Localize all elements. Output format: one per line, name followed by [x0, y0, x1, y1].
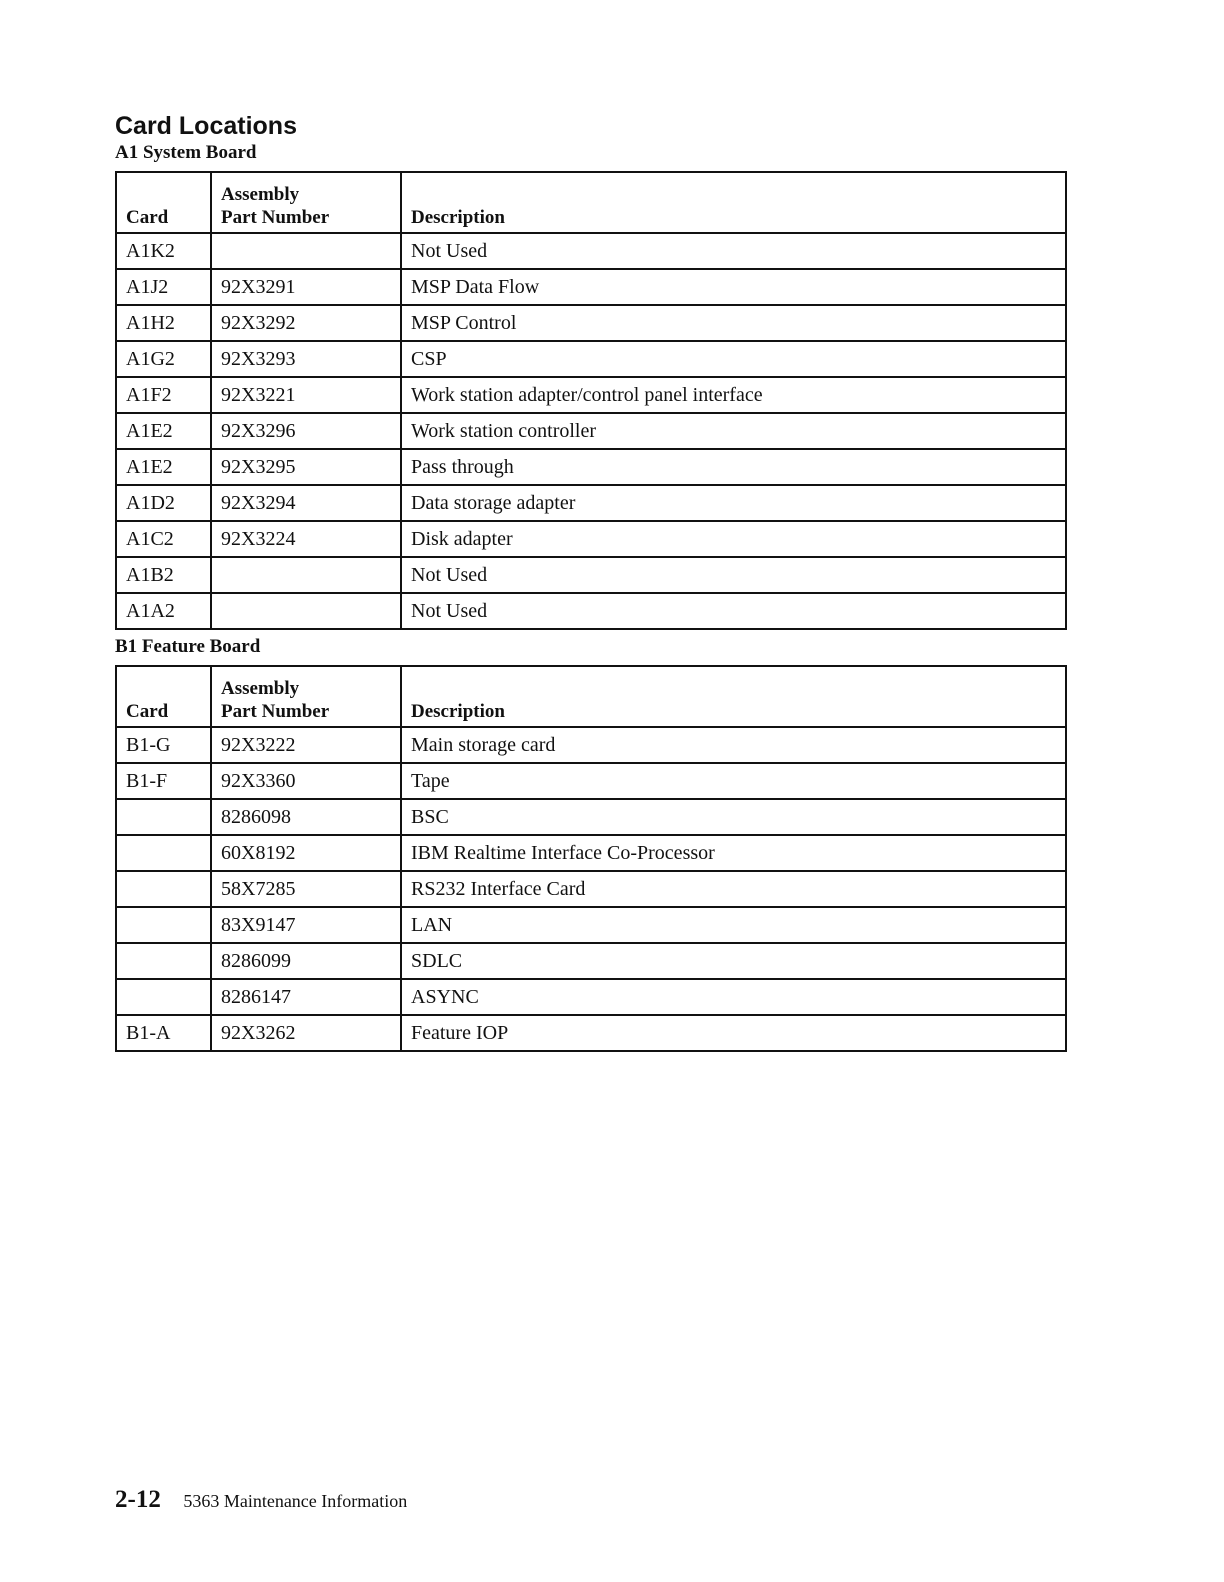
cell-card: A1F2: [116, 377, 211, 413]
cell-card: A1J2: [116, 269, 211, 305]
cell-card: A1C2: [116, 521, 211, 557]
cell-card: [116, 943, 211, 979]
cell-card: A1H2: [116, 305, 211, 341]
column-header-assembly-line1: Assembly: [221, 184, 300, 205]
cell-description: MSP Data Flow: [401, 269, 1066, 305]
cell-part-number: 92X3262: [211, 1015, 401, 1051]
cell-card: A1B2: [116, 557, 211, 593]
column-header-card: Card: [116, 172, 211, 233]
cell-card: B1-F: [116, 763, 211, 799]
cell-description: Feature IOP: [401, 1015, 1066, 1051]
cell-card: A1D2: [116, 485, 211, 521]
table-row: [116, 413, 1066, 449]
feature-board-table: [115, 665, 1067, 1052]
cell-part-number: 92X3360: [211, 763, 401, 799]
cell-description: ASYNC: [401, 979, 1066, 1015]
cell-part-number: 92X3295: [211, 449, 401, 485]
cell-card: [116, 799, 211, 835]
cell-card: B1-A: [116, 1015, 211, 1051]
cell-card: A1E2: [116, 449, 211, 485]
cell-description: Main storage card: [401, 727, 1066, 763]
footer-text: 5363 Maintenance Information: [183, 1491, 408, 1511]
table-row: [116, 377, 1066, 413]
cell-part-number: [211, 233, 401, 269]
cell-part-number: 8286099: [211, 943, 401, 979]
table-row: [116, 979, 1066, 1015]
cell-part-number: 83X9147: [211, 907, 401, 943]
cell-part-number: 92X3292: [211, 305, 401, 341]
cell-description: Not Used: [401, 557, 1066, 593]
cell-part-number: 92X3221: [211, 377, 401, 413]
cell-part-number: 92X3294: [211, 485, 401, 521]
table-row: [116, 763, 1066, 799]
table-row: [116, 233, 1066, 269]
cell-card: A1G2: [116, 341, 211, 377]
cell-card: [116, 835, 211, 871]
cell-card: A1A2: [116, 593, 211, 629]
column-header-description: Description: [401, 666, 1066, 727]
cell-description: RS232 Interface Card: [401, 871, 1066, 907]
column-header-assembly-line2: Part Number: [221, 207, 330, 228]
table-row: [116, 907, 1066, 943]
feature-board-heading: B1 Feature Board: [115, 636, 261, 657]
cell-part-number: 8286098: [211, 799, 401, 835]
system-board-table: [115, 171, 1067, 630]
column-header-assembly-part-number: [211, 172, 401, 233]
cell-description: Not Used: [401, 233, 1066, 269]
table-row: [116, 593, 1066, 629]
cell-description: Work station adapter/control panel interface: [401, 377, 1066, 413]
cell-card: [116, 979, 211, 1015]
cell-description: Work station controller: [401, 413, 1066, 449]
cell-part-number: 92X3224: [211, 521, 401, 557]
cell-description: BSC: [401, 799, 1066, 835]
cell-description: IBM Realtime Interface Co-Processor: [401, 835, 1066, 871]
cell-description: SDLC: [401, 943, 1066, 979]
table-header-row: [116, 666, 1066, 727]
table-row: [116, 485, 1066, 521]
table-row: [116, 943, 1066, 979]
cell-description: MSP Control: [401, 305, 1066, 341]
table-row: [116, 1015, 1066, 1051]
cell-description: Disk adapter: [401, 521, 1066, 557]
cell-card: [116, 871, 211, 907]
table-header-row: [116, 172, 1066, 233]
cell-part-number: 92X3291: [211, 269, 401, 305]
cell-part-number: 60X8192: [211, 835, 401, 871]
feature-board-rows: [116, 727, 1066, 1051]
table-row: [116, 557, 1066, 593]
cell-description: LAN: [401, 907, 1066, 943]
column-header-card: Card: [116, 666, 211, 727]
cell-part-number: 92X3293: [211, 341, 401, 377]
cell-part-number: 92X3296: [211, 413, 401, 449]
cell-part-number: [211, 593, 401, 629]
table-row: [116, 521, 1066, 557]
page-footer: [115, 1486, 407, 1515]
cell-description: Not Used: [401, 593, 1066, 629]
cell-card: [116, 907, 211, 943]
cell-part-number: [211, 557, 401, 593]
table-row: [116, 341, 1066, 377]
table-row: [116, 269, 1066, 305]
cell-part-number: 92X3222: [211, 727, 401, 763]
cell-part-number: 8286147: [211, 979, 401, 1015]
table-row: [116, 835, 1066, 871]
cell-description: Data storage adapter: [401, 485, 1066, 521]
cell-card: B1-G: [116, 727, 211, 763]
table-row: [116, 449, 1066, 485]
cell-part-number: 58X7285: [211, 871, 401, 907]
system-board-heading: A1 System Board: [115, 142, 257, 163]
cell-card: A1K2: [116, 233, 211, 269]
column-header-assembly-line2: Part Number: [221, 701, 330, 722]
page-number: 2-12: [115, 1486, 161, 1513]
cell-description: CSP: [401, 341, 1066, 377]
table-row: [116, 871, 1066, 907]
cell-description: Tape: [401, 763, 1066, 799]
column-header-description: Description: [401, 172, 1066, 233]
table-row: [116, 799, 1066, 835]
column-header-assembly-part-number: [211, 666, 401, 727]
cell-description: Pass through: [401, 449, 1066, 485]
page-title: Card Locations: [115, 112, 297, 140]
table-row: [116, 305, 1066, 341]
system-board-rows: [116, 233, 1066, 629]
table-row: [116, 727, 1066, 763]
cell-card: A1E2: [116, 413, 211, 449]
column-header-assembly-line1: Assembly: [221, 678, 300, 699]
